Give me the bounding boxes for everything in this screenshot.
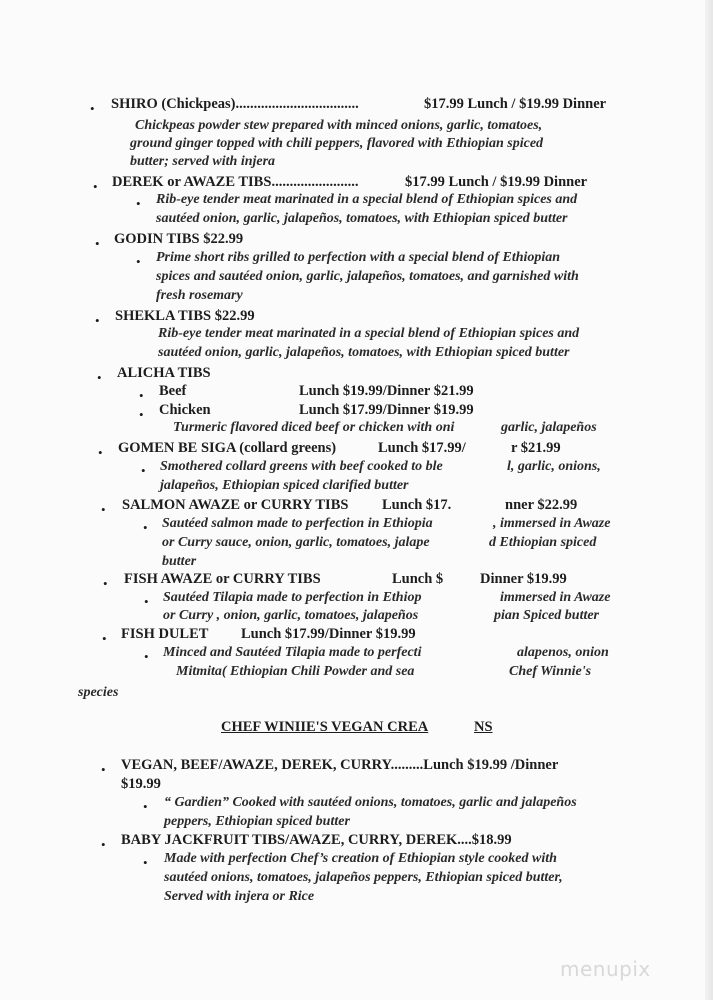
bullet: •	[143, 799, 148, 814]
item-godin-desc: spices and sautéed onion, garlic, jalapeños, tomatoes, and garnished with	[156, 269, 579, 284]
item-fish-awaze-name: FISH AWAZE or CURRY TIBS	[124, 571, 321, 587]
item-salmon-desc: or Curry sauce, onion, garlic, tomatoes, jalape	[162, 535, 430, 550]
item-alicha-desc: Turmeric flavored diced beef or chicken with oni	[173, 420, 455, 435]
item-salmon-price-end: nner $22.99	[505, 497, 578, 513]
item-derek-name: DEREK or AWAZE TIBS........................	[112, 174, 359, 190]
vegan-item-2-desc: sautéed onions, tomatoes, jalapeños peppers, Ethiopian spiced butter,	[164, 870, 563, 885]
item-fish-dulet-desc: Minced and Sautéed Tilapia made to perfecti	[163, 645, 422, 660]
item-shiro-name: SHIRO (Chickpeas)..................................	[111, 96, 359, 112]
vegan-section-heading-end: NS	[474, 719, 493, 735]
watermark-logo: menupix	[560, 957, 651, 981]
bullet: •	[144, 594, 149, 609]
item-alicha-name: ALICHA TIBS	[117, 365, 211, 381]
bullet: •	[143, 520, 148, 535]
item-gomen-name: GOMEN BE SIGA (collard greens)	[118, 440, 337, 456]
vegan-item-1-desc: peppers, Ethiopian spiced butter	[164, 814, 350, 829]
bullet: •	[102, 631, 107, 646]
item-derek-desc: sautéed onion, garlic, jalapeños, tomatoes, with Ethiopian spiced butter	[156, 211, 568, 226]
item-shiro-desc: ground ginger topped with chili peppers, flavored with Ethiopian spiced	[130, 136, 544, 151]
bullet: •	[101, 837, 106, 852]
item-fish-dulet-desc: alapenos, onion	[517, 645, 609, 660]
item-fish-dulet-desc: Mitmita( Ethiopian Chili Powder and sea	[176, 664, 415, 679]
item-shekla-desc: sautéed onion, garlic, jalapeños, tomatoes, with Ethiopian spiced butter	[158, 345, 570, 360]
page-edge	[705, 0, 713, 1000]
bullet: •	[144, 649, 149, 664]
bullet: •	[95, 313, 100, 328]
vegan-item-2-desc: Served with injera or Rice	[164, 889, 315, 904]
bullet: •	[139, 407, 144, 422]
bullet: •	[101, 502, 106, 517]
item-fish-awaze-price: Lunch $	[392, 571, 444, 587]
item-fish-dulet-desc: Chef Winnie's	[509, 664, 592, 679]
bullet: •	[95, 236, 100, 251]
item-derek-price: $17.99 Lunch / $19.99 Dinner	[405, 174, 588, 190]
item-fish-awaze-desc: pian Spiced butter	[494, 608, 600, 623]
bullet: •	[103, 576, 108, 591]
item-fish-awaze-desc: Sautéed Tilapia made to perfection in Ethiop	[163, 590, 422, 605]
item-godin-desc: Prime short ribs grilled to perfection with a special blend of Ethiopian	[156, 250, 561, 265]
item-alicha-beef-price: Lunch $19.99/Dinner $21.99	[299, 383, 474, 399]
bullet: •	[98, 445, 103, 460]
item-salmon-name: SALMON AWAZE or CURRY TIBS	[122, 497, 349, 513]
item-salmon-desc: , immersed in Awaze	[493, 516, 611, 531]
item-salmon-desc: butter	[162, 554, 197, 569]
vegan-item-2-desc: Made with perfection Chef’s creation of Ethiopian style cooked with	[164, 851, 557, 866]
item-gomen-desc: jalapeños, Ethiopian spiced clarified butter	[160, 478, 409, 493]
bullet: •	[101, 762, 106, 777]
item-shiro-desc: butter; served with injera	[130, 154, 276, 169]
vegan-item-2-name: BABY JACKFRUIT TIBS/AWAZE, CURRY, DEREK....$18.99	[121, 832, 512, 848]
item-shiro-desc: Chickpeas powder stew prepared with minced onions, garlic, tomatoes,	[135, 118, 543, 133]
item-fish-dulet-name: FISH DULET	[121, 626, 209, 642]
vegan-item-1-name: VEGAN, BEEF/AWAZE, DEREK, CURRY.........Lunch $19.99 /Dinner	[121, 757, 559, 773]
item-shekla-name: SHEKLA TIBS $22.99	[115, 308, 255, 324]
item-fish-awaze-desc: immersed in Awaze	[500, 590, 611, 605]
vegan-item-1-desc: “ Gardien” Cooked with sautéed onions, tomatoes, garlic and jalapeños	[164, 795, 577, 810]
item-godin-name: GODIN TIBS $22.99	[114, 231, 244, 247]
bullet: •	[97, 370, 102, 385]
vegan-item-1-price-wrap: $19.99	[121, 776, 161, 792]
item-gomen-price-end: r $21.99	[511, 440, 561, 456]
item-alicha-chicken-price: Lunch $17.99/Dinner $19.99	[299, 402, 474, 418]
bullet: •	[93, 179, 98, 194]
item-fish-awaze-desc: or Curry , onion, garlic, tomatoes, jalapeños	[163, 608, 419, 623]
item-derek-desc: Rib-eye tender meat marinated in a special blend of Ethiopian spices and	[156, 192, 578, 207]
item-shekla-desc: Rib-eye tender meat marinated in a special blend of Ethiopian spices and	[158, 326, 580, 341]
item-salmon-desc: Sautéed salmon made to perfection in Ethiopia	[162, 516, 433, 531]
item-shiro-price: $17.99 Lunch / $19.99 Dinner	[424, 96, 607, 112]
item-gomen-price: Lunch $17.99/	[378, 440, 466, 456]
bullet: •	[136, 196, 141, 211]
bullet: •	[141, 463, 146, 478]
bullet: •	[90, 101, 95, 116]
item-fish-dulet-price: Lunch $17.99/Dinner $19.99	[241, 626, 416, 642]
item-fish-dulet-desc: species	[78, 685, 119, 700]
item-salmon-desc: d Ethiopian spiced	[489, 535, 597, 550]
item-gomen-desc: Smothered collard greens with beef cooked to ble	[160, 459, 443, 474]
item-fish-awaze-price-end: Dinner $19.99	[480, 571, 567, 587]
bullet: •	[139, 388, 144, 403]
item-gomen-desc: l, garlic, onions,	[507, 459, 601, 474]
vegan-section-heading: CHEF WINIIE'S VEGAN CREA	[221, 719, 429, 735]
item-salmon-price: Lunch $17.	[382, 497, 452, 513]
item-godin-desc: fresh rosemary	[156, 288, 243, 303]
bullet: •	[143, 855, 148, 870]
item-alicha-beef-label: Beef	[159, 383, 187, 399]
item-alicha-desc: garlic, jalapeños	[501, 420, 597, 435]
bullet: •	[136, 254, 141, 269]
item-alicha-chicken-label: Chicken	[159, 402, 211, 418]
